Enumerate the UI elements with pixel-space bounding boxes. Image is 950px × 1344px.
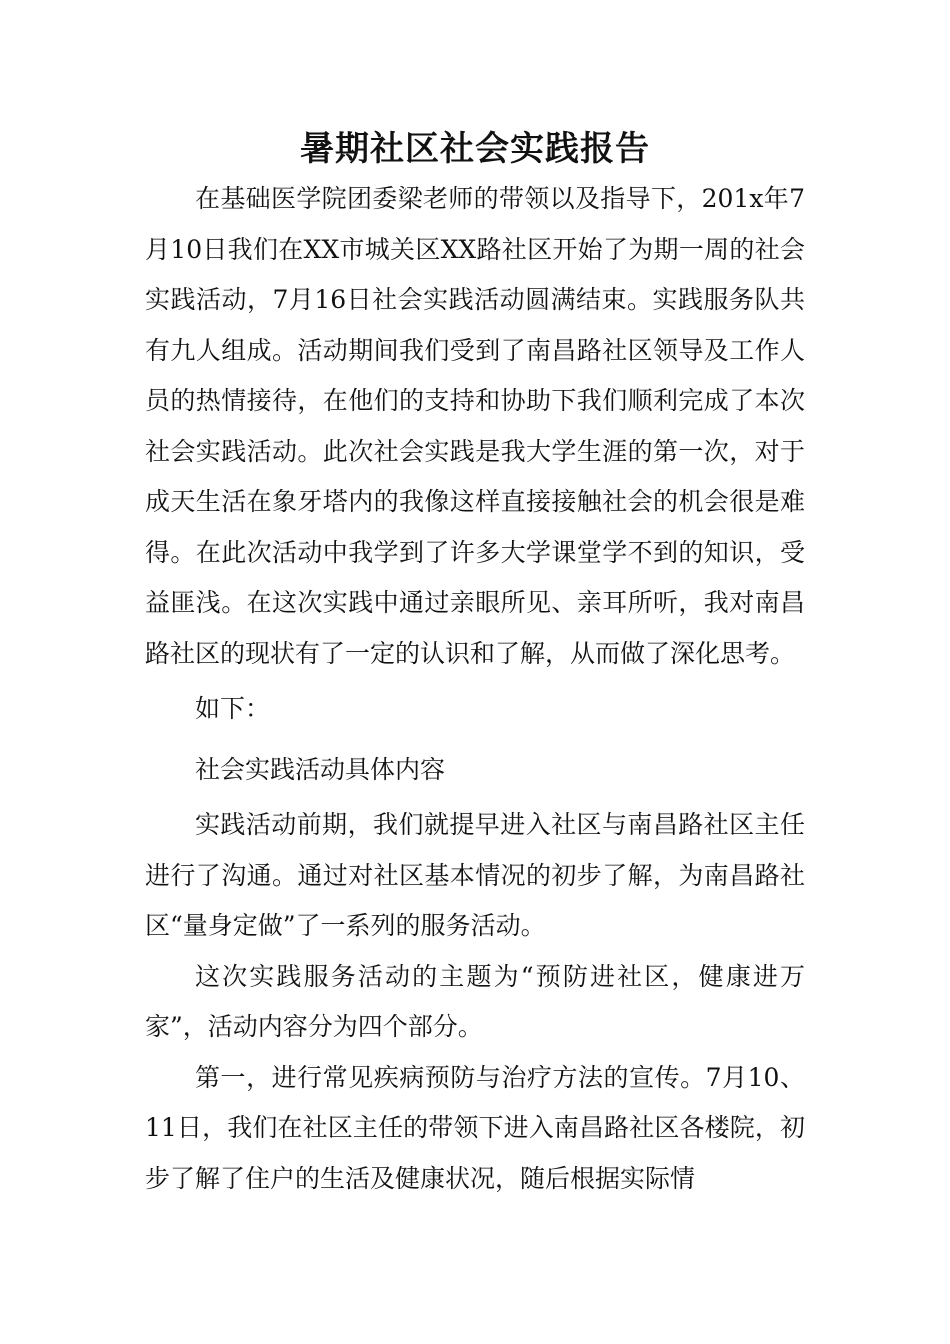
- paragraph-preparation: 实践活动前期，我们就提早进入社区与南昌路社区主任进行了沟通。通过对社区基本情况的初步了解，为南昌路社区“量身定做”了一系列的服务活动。: [145, 810, 805, 940]
- paragraph-first-part: 第一，进行常见疾病预防与治疗方法的宣传。7月10、11日，我们在社区主任的带领下进入南昌路社区各楼院，初步了解了住户的生活及健康状况，随后根据实际情: [145, 1062, 805, 1193]
- paragraph-as-follows: 如下：: [195, 694, 271, 723]
- paragraph-theme: 这次实践服务活动的主题为“预防进社区，健康进万家”，活动内容分为四个部分。: [145, 961, 805, 1041]
- section-heading-activity-content: 社会实践活动具体内容: [195, 754, 446, 784]
- paragraph-intro: 在基础医学院团委梁老师的带领以及指导下，201x年7月10日我们在XX市城关区XX路社区开始了为期一周的社会实践活动，7月16日社会实践活动圆满结束。实践服务队共有九人组成。活动期间我们受到了南昌路社区领导及工作人员的热情接待，在他们的支持和协助下我们顺利完成了本次社会实践活动。此次社会实践是我大学生涯的第一次，对于成天生活在象牙塔内的我像这样直接接触社会的机会很是难得。在此次活动中我学到了许多大学课堂学不到的知识，受益匪浅。在这次实践中通过亲眼所见、亲耳所听，我对南昌路社区的现状有了一定的认识和了解，从而做了深化思考。: [145, 184, 805, 668]
- document-title: 暑期社区社会实践报告: [300, 129, 650, 169]
- document-body: [145, 174, 805, 1204]
